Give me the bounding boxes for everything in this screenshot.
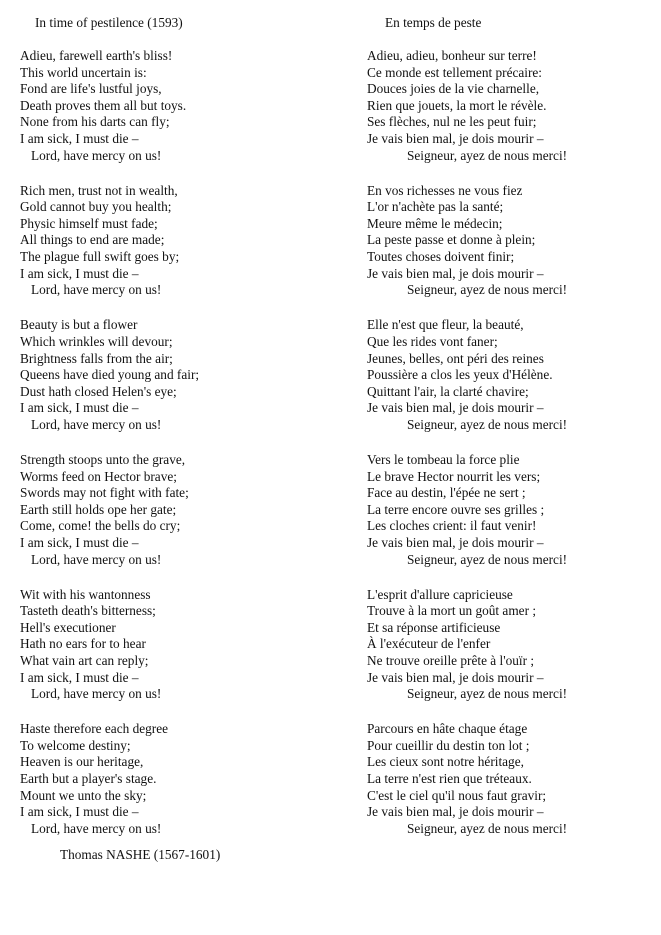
english-verse-line: Fond are life's lustful joys, [20,81,162,97]
english-verse-line: I am sick, I must die – [20,400,139,416]
french-verse-line: Et sa réponse artificieuse [367,619,501,635]
english-verse-line: Death proves them all but toys. [20,97,187,113]
english-verse-line: Worms feed on Hector brave; [20,468,177,484]
french-poem-column [367,48,657,856]
french-verse-line: Les cieux sont notre héritage, [367,754,524,770]
english-verse-line: Adieu, farewell earth's bliss! [20,48,173,63]
french-verse-line: Quittant l'air, la clarté chavire; [367,383,529,399]
english-refrain-line: Lord, have mercy on us! [31,551,162,567]
french-verse-line: Ne trouve oreille prête à l'ouïr ; [367,653,535,668]
french-verse-line: Les cloches crient: il faut venir! [367,518,537,534]
french-verse-line: Que les rides vont faner; [367,333,498,349]
english-refrain-line: Lord, have mercy on us! [31,147,162,163]
english-verse-line: Wit with his wantonness [20,586,151,602]
french-stanza [367,317,657,433]
english-verse-line: I am sick, I must die – [20,804,139,820]
english-stanza [20,183,320,299]
english-verse-line: Strength stoops unto the grave, [20,451,186,467]
english-verse-line: Swords may not fight with fate; [20,485,189,501]
english-verse-line: Rich men, trust not in wealth, [20,182,178,198]
french-verse-line: Je vais bien mal, je dois mourir – [367,265,544,281]
french-refrain-line: Seigneur, ayez de nous merci! [407,282,568,298]
french-verse-line: Jeunes, belles, ont péri des reines [367,350,544,366]
english-verse-line: Tasteth death's bitterness; [20,603,156,619]
french-verse-line: Rien que jouets, la mort le révèle. [367,97,547,113]
french-verse-line: Parcours en hâte chaque étage [367,721,528,737]
english-verse-line: All things to end are made; [20,232,165,248]
french-verse-line: Pour cueillir du destin ton lot ; [367,737,530,753]
french-verse-line: Vers le tombeau la force plie [367,451,520,467]
english-stanza [20,48,320,164]
english-verse-line: To welcome destiny; [20,737,131,753]
english-stanza [20,587,320,703]
french-verse-line: Adieu, adieu, bonheur sur terre! [367,48,537,63]
english-refrain-line: Lord, have mercy on us! [31,686,162,702]
english-stanza [20,317,320,433]
french-stanza [367,452,657,568]
english-verse-line: This world uncertain is: [20,64,147,80]
french-verse-line: En vos richesses ne vous fiez [367,182,523,198]
english-verse-line: I am sick, I must die – [20,534,139,550]
french-verse-line: Elle n'est que fleur, la beauté, [367,317,524,333]
english-verse-line: The plague full swift goes by; [20,249,180,265]
french-stanza [367,48,657,164]
french-verse-line: Douces joies de la vie charnelle, [367,81,540,97]
english-refrain-line: Lord, have mercy on us! [31,820,162,836]
english-verse-line: I am sick, I must die – [20,265,139,281]
french-stanza [367,183,657,299]
english-verse-line: What vain art can reply; [20,653,149,668]
french-verse-line: Le brave Hector nourrit les vers; [367,468,541,484]
french-verse-line: Je vais bien mal, je dois mourir – [367,534,544,550]
french-refrain-line: Seigneur, ayez de nous merci! [407,147,568,163]
english-verse-line: Dust hath closed Helen's eye; [20,383,177,399]
french-verse-line: Je vais bien mal, je dois mourir – [367,804,544,820]
french-verse-line: Trouve à la mort un goût amer ; [367,603,537,619]
english-stanza [20,452,320,568]
english-verse-line: Physic himself must fade; [20,215,158,231]
french-verse-line: Ses flèches, nul ne les peut fuir; [367,114,537,130]
french-verse-line: Ce monde est tellement précaire: [367,64,543,80]
english-verse-line: Queens have died young and fair; [20,367,200,383]
english-verse-line: Beauty is but a flower [20,317,138,333]
poem-title-french: En temps de peste [385,15,482,30]
english-refrain-line: Lord, have mercy on us! [31,416,162,432]
french-verse-line: L'or n'achète pas la santé; [367,199,504,215]
english-verse-line: Hell's executioner [20,619,116,635]
french-refrain-line: Seigneur, ayez de nous merci! [407,820,568,836]
english-refrain-line: Lord, have mercy on us! [31,282,162,298]
french-verse-line: La terre n'est rien que tréteaux. [367,771,532,787]
english-verse-line: Hath no ears for to hear [20,636,146,652]
english-verse-line: Heaven is our heritage, [20,754,144,770]
english-verse-line: I am sick, I must die – [20,669,139,685]
english-verse-line: Which wrinkles will devour; [20,333,173,349]
english-stanza [20,721,320,837]
english-verse-line: Haste therefore each degree [20,721,169,737]
french-verse-line: Meure même le médecin; [367,215,503,231]
french-verse-line: Je vais bien mal, je dois mourir – [367,400,544,416]
french-refrain-line: Seigneur, ayez de nous merci! [407,686,568,702]
english-verse-line: Earth but a player's stage. [20,771,157,787]
english-verse-line: Come, come! the bells do cry; [20,518,181,534]
french-stanza [367,587,657,703]
english-verse-line: Mount we unto the sky; [20,787,147,803]
french-verse-line: Poussière a clos les yeux d'Hélène. [367,367,553,383]
french-refrain-line: Seigneur, ayez de nous merci! [407,416,568,432]
french-verse-line: C'est le ciel qu'il nous faut gravir; [367,787,547,803]
english-verse-line: Gold cannot buy you health; [20,199,172,215]
french-verse-line: Je vais bien mal, je dois mourir – [367,669,544,685]
english-verse-line: Brightness falls from the air; [20,350,173,366]
english-verse-line: Earth still holds ope her gate; [20,501,177,517]
french-verse-line: À l'exécuteur de l'enfer [367,636,491,652]
english-verse-line: None from his darts can fly; [20,114,170,130]
author-credit: Thomas NASHE (1567-1601) [60,847,221,862]
french-verse-line: La peste passe et donne à plein; [367,232,536,248]
english-verse-line: I am sick, I must die – [20,130,139,146]
french-verse-line: L'esprit d'allure capricieuse [367,586,513,602]
french-verse-line: La terre encore ouvre ses grilles ; [367,501,545,517]
french-verse-line: Toutes choses doivent finir; [367,249,515,265]
poem-title-english: In time of pestilence (1593) [35,15,183,30]
french-refrain-line: Seigneur, ayez de nous merci! [407,551,568,567]
english-poem-column [20,48,320,856]
french-verse-line: Face au destin, l'épée ne sert ; [367,485,526,501]
french-verse-line: Je vais bien mal, je dois mourir – [367,130,544,146]
french-stanza [367,721,657,837]
